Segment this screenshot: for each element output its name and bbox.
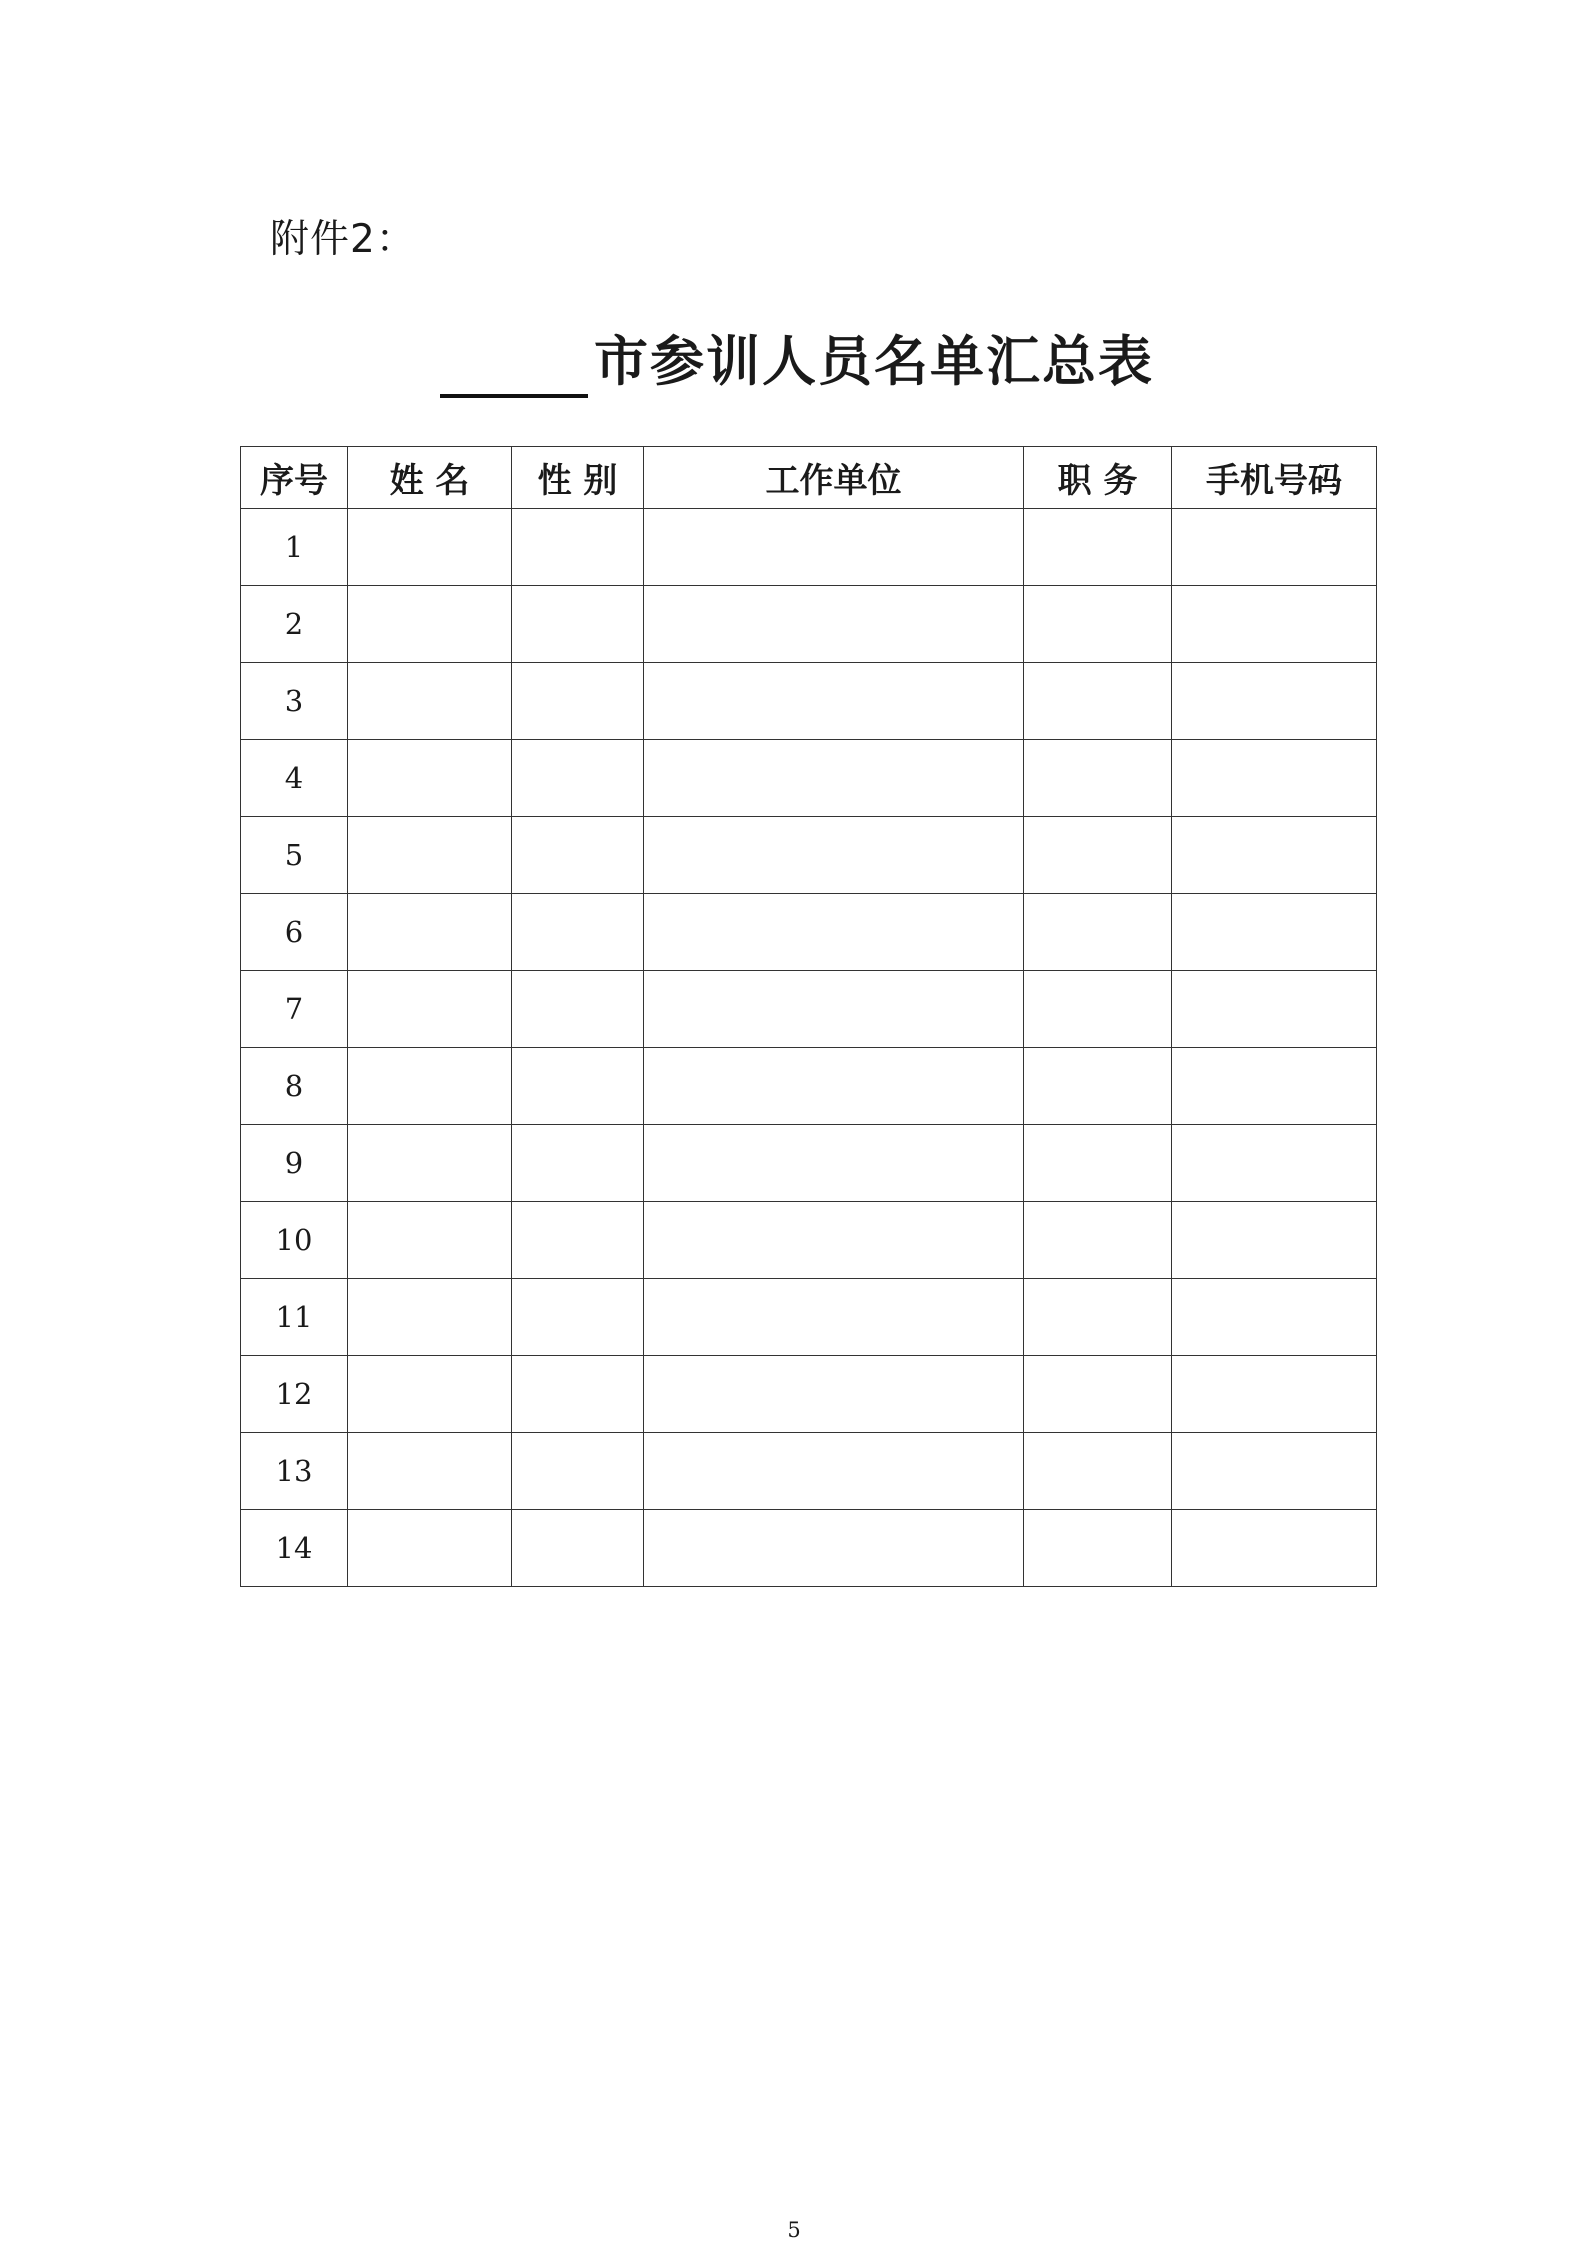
phone-number-cell[interactable] xyxy=(1172,894,1377,971)
serial-number-cell: 2 xyxy=(241,586,348,663)
position-cell[interactable] xyxy=(1024,1510,1172,1587)
gender-cell[interactable] xyxy=(512,1279,644,1356)
phone-number-cell[interactable] xyxy=(1172,1510,1377,1587)
phone-number-cell[interactable] xyxy=(1172,1279,1377,1356)
table-row xyxy=(241,663,1377,740)
position-cell[interactable] xyxy=(1024,1048,1172,1125)
header-name: 姓 名 xyxy=(348,447,512,509)
position-cell[interactable] xyxy=(1024,740,1172,817)
work-unit-cell[interactable] xyxy=(644,1125,1024,1202)
serial-number-cell: 10 xyxy=(241,1202,348,1279)
work-unit-cell[interactable] xyxy=(644,509,1024,586)
gender-cell[interactable] xyxy=(512,663,644,740)
name-cell[interactable] xyxy=(348,1279,512,1356)
position-cell[interactable] xyxy=(1024,894,1172,971)
work-unit-cell[interactable] xyxy=(644,1356,1024,1433)
table-header-row xyxy=(241,447,1377,509)
table-row xyxy=(241,1048,1377,1125)
table-row xyxy=(241,1125,1377,1202)
phone-number-cell[interactable] xyxy=(1172,663,1377,740)
work-unit-cell[interactable] xyxy=(644,586,1024,663)
gender-cell[interactable] xyxy=(512,1510,644,1587)
table-row xyxy=(241,817,1377,894)
position-cell[interactable] xyxy=(1024,1433,1172,1510)
serial-number-cell: 13 xyxy=(241,1433,348,1510)
position-cell[interactable] xyxy=(1024,509,1172,586)
phone-number-cell[interactable] xyxy=(1172,1356,1377,1433)
name-cell[interactable] xyxy=(348,1356,512,1433)
city-name-blank xyxy=(440,330,588,398)
work-unit-cell[interactable] xyxy=(644,971,1024,1048)
name-cell[interactable] xyxy=(348,971,512,1048)
phone-number-cell[interactable] xyxy=(1172,509,1377,586)
gender-cell[interactable] xyxy=(512,740,644,817)
serial-number-cell: 4 xyxy=(241,740,348,817)
table-row xyxy=(241,971,1377,1048)
gender-cell[interactable] xyxy=(512,1356,644,1433)
table-row xyxy=(241,1433,1377,1510)
position-cell[interactable] xyxy=(1024,663,1172,740)
name-cell[interactable] xyxy=(348,740,512,817)
gender-cell[interactable] xyxy=(512,586,644,663)
serial-number-cell: 3 xyxy=(241,663,348,740)
header-work-unit: 工作单位 xyxy=(644,447,1024,509)
name-cell[interactable] xyxy=(348,1433,512,1510)
name-cell[interactable] xyxy=(348,1048,512,1125)
page-number: 5 xyxy=(787,2218,801,2242)
phone-number-cell[interactable] xyxy=(1172,817,1377,894)
table-row xyxy=(241,586,1377,663)
name-cell[interactable] xyxy=(348,1510,512,1587)
work-unit-cell[interactable] xyxy=(644,1279,1024,1356)
work-unit-cell[interactable] xyxy=(644,1202,1024,1279)
gender-cell[interactable] xyxy=(512,1125,644,1202)
gender-cell[interactable] xyxy=(512,894,644,971)
position-cell[interactable] xyxy=(1024,586,1172,663)
position-cell[interactable] xyxy=(1024,1125,1172,1202)
phone-number-cell[interactable] xyxy=(1172,586,1377,663)
work-unit-cell[interactable] xyxy=(644,817,1024,894)
gender-cell[interactable] xyxy=(512,1048,644,1125)
table-row xyxy=(241,1510,1377,1587)
position-cell[interactable] xyxy=(1024,1279,1172,1356)
work-unit-cell[interactable] xyxy=(644,1433,1024,1510)
table-row xyxy=(241,1202,1377,1279)
work-unit-cell[interactable] xyxy=(644,1510,1024,1587)
position-cell[interactable] xyxy=(1024,971,1172,1048)
table-row xyxy=(241,1356,1377,1433)
work-unit-cell[interactable] xyxy=(644,894,1024,971)
attachment-label: 附件2： xyxy=(270,217,416,262)
table-row xyxy=(241,1279,1377,1356)
document-title: 市参训人员名单汇总表 xyxy=(594,330,1154,393)
phone-number-cell[interactable] xyxy=(1172,1125,1377,1202)
name-cell[interactable] xyxy=(348,586,512,663)
serial-number-cell: 6 xyxy=(241,894,348,971)
serial-number-cell: 11 xyxy=(241,1279,348,1356)
table-body xyxy=(241,509,1377,1587)
name-cell[interactable] xyxy=(348,817,512,894)
work-unit-cell[interactable] xyxy=(644,1048,1024,1125)
table-row xyxy=(241,509,1377,586)
phone-number-cell[interactable] xyxy=(1172,740,1377,817)
gender-cell[interactable] xyxy=(512,1202,644,1279)
phone-number-cell[interactable] xyxy=(1172,1202,1377,1279)
work-unit-cell[interactable] xyxy=(644,740,1024,817)
serial-number-cell: 14 xyxy=(241,1510,348,1587)
position-cell[interactable] xyxy=(1024,1202,1172,1279)
phone-number-cell[interactable] xyxy=(1172,1048,1377,1125)
gender-cell[interactable] xyxy=(512,509,644,586)
work-unit-cell[interactable] xyxy=(644,663,1024,740)
gender-cell[interactable] xyxy=(512,817,644,894)
document-title-row xyxy=(440,318,1154,398)
name-cell[interactable] xyxy=(348,1125,512,1202)
serial-number-cell: 9 xyxy=(241,1125,348,1202)
header-phone-number: 手机号码 xyxy=(1172,447,1377,509)
header-position: 职 务 xyxy=(1024,447,1172,509)
serial-number-cell: 8 xyxy=(241,1048,348,1125)
gender-cell[interactable] xyxy=(512,971,644,1048)
header-gender: 性 别 xyxy=(512,447,644,509)
name-cell[interactable] xyxy=(348,509,512,586)
serial-number-cell: 12 xyxy=(241,1356,348,1433)
table-row xyxy=(241,894,1377,971)
name-cell[interactable] xyxy=(348,1202,512,1279)
header-serial-number: 序号 xyxy=(241,447,348,509)
table-row xyxy=(241,740,1377,817)
position-cell[interactable] xyxy=(1024,1356,1172,1433)
participant-roster-table xyxy=(240,446,1377,1587)
serial-number-cell: 7 xyxy=(241,971,348,1048)
name-cell[interactable] xyxy=(348,894,512,971)
position-cell[interactable] xyxy=(1024,817,1172,894)
serial-number-cell: 5 xyxy=(241,817,348,894)
gender-cell[interactable] xyxy=(512,1433,644,1510)
phone-number-cell[interactable] xyxy=(1172,971,1377,1048)
name-cell[interactable] xyxy=(348,663,512,740)
phone-number-cell[interactable] xyxy=(1172,1433,1377,1510)
serial-number-cell: 1 xyxy=(241,509,348,586)
